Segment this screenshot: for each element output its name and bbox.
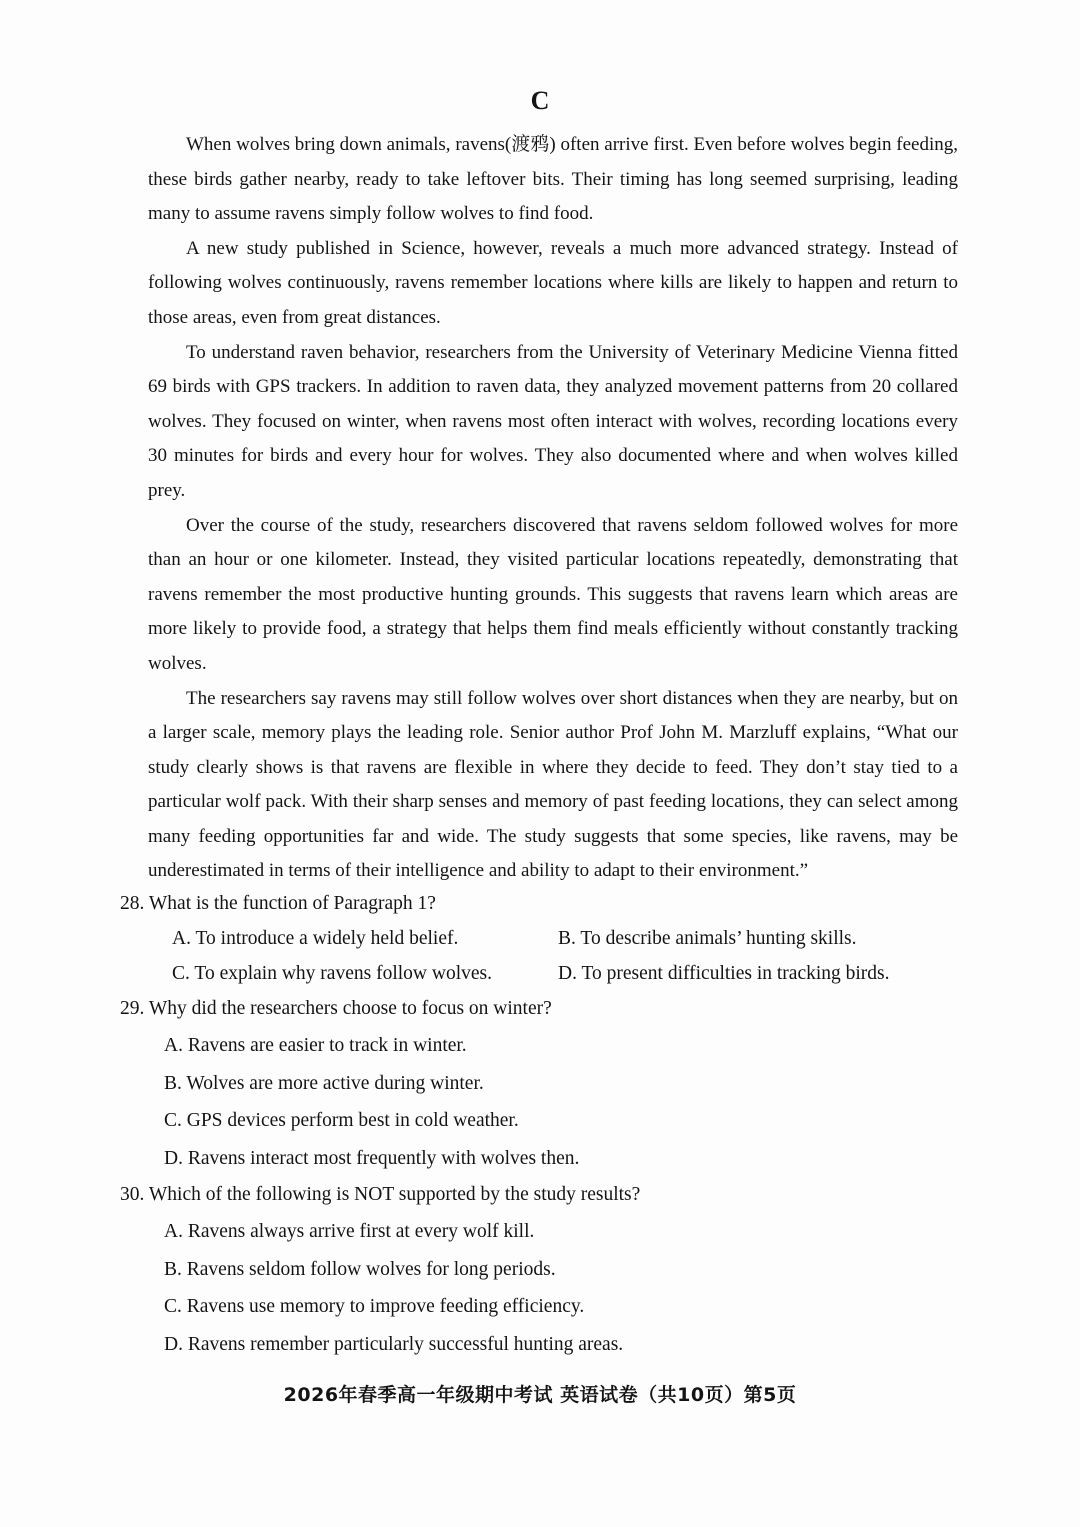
reading-passage [148, 128, 958, 889]
option-c: C. Ravens use memory to improve feeding efficiency. [164, 1296, 585, 1317]
paragraph-2: A new study published in Science, however, reveals a much more advanced strategy. Instead of following wolves continuously, ravens remember locations where kills are likely to happen and return to those areas, even from great distances. [148, 237, 958, 328]
question-stem: 28. What is the function of Paragraph 1? [120, 893, 436, 914]
option-d: D. Ravens interact most frequently with wolves then. [164, 1147, 580, 1169]
option-a: A. Ravens always arrive first at every wolf kill. [164, 1221, 535, 1242]
option-c: C. GPS devices perform best in cold weather. [164, 1110, 519, 1131]
question-list [120, 886, 960, 1363]
option-a: A. Ravens are easier to track in winter. [164, 1035, 467, 1056]
option-b: B. Wolves are more active during winter. [164, 1072, 484, 1094]
option-d: D. Ravens remember particularly successful hunting areas. [164, 1333, 624, 1355]
option-grid [120, 922, 960, 991]
section-heading: C [530, 86, 550, 115]
option-b: B. Ravens seldom follow wolves for long periods. [164, 1258, 556, 1280]
question-stem: 29. Why did the researchers choose to focus on winter? [120, 998, 552, 1019]
paragraph-3: To understand raven behavior, researchers from the University of Veterinary Medicine Vienna fitted 69 birds with GPS trackers. In addition to raven data, they analyzed movement patterns from 20 collared wolves. They focused on winter, when ravens most often interact with wolves, recording locations every 30 minutes for birds and every hour for wolves. They also documented where and when wolves killed prey. [148, 341, 958, 501]
question-stem: 30. Which of the following is NOT supported by the study results? [120, 1184, 641, 1205]
option-c: C. To explain why ravens follow wolves. [172, 962, 492, 984]
question-28 [120, 886, 960, 991]
question-30 [120, 1177, 960, 1363]
paragraph-1: When wolves bring down animals, ravens(渡鸦) often arrive first. Even before wolves begin feeding, these birds gather nearby, ready to take leftover bits. Their timing has long seemed surprising, leading many to assume ravens simply follow wolves to find food. [148, 134, 958, 225]
option-d: D. To present difficulties in tracking birds. [558, 962, 890, 984]
option-list [120, 1027, 960, 1177]
option-b: B. To describe animals’ hunting skills. [558, 928, 857, 949]
page-footer: 2026年春季高一年级期中考试 英语试卷（共10页）第5页 [283, 1384, 797, 1406]
paragraph-4: Over the course of the study, researchers discovered that ravens seldom followed wolves for more than an hour or one kilometer. Instead, they visited particular locations repeatedly, demonstrating that ravens remember the most productive hunting grounds. This suggests that ravens learn which areas are more likely to provide food, a strategy that helps them find meals efficiently without constantly tracking wolves. [148, 514, 958, 674]
option-a: A. To introduce a widely held belief. [172, 928, 459, 949]
paragraph-5: The researchers say ravens may still follow wolves over short distances when they are nearby, but on a larger scale, memory plays the leading role. Senior author Prof John M. Marzluff explains, “What our study clearly shows is that ravens are flexible in where they decide to feed. They don’t stay tied to a particular wolf pack. With their sharp senses and memory of past feeding locations, they can select among many feeding opportunities far and wide. The study suggests that some species, like ravens, may be underestimated in terms of their intelligence and ability to adapt to their environment.” [148, 687, 958, 882]
question-29 [120, 991, 960, 1177]
option-list [120, 1213, 960, 1363]
